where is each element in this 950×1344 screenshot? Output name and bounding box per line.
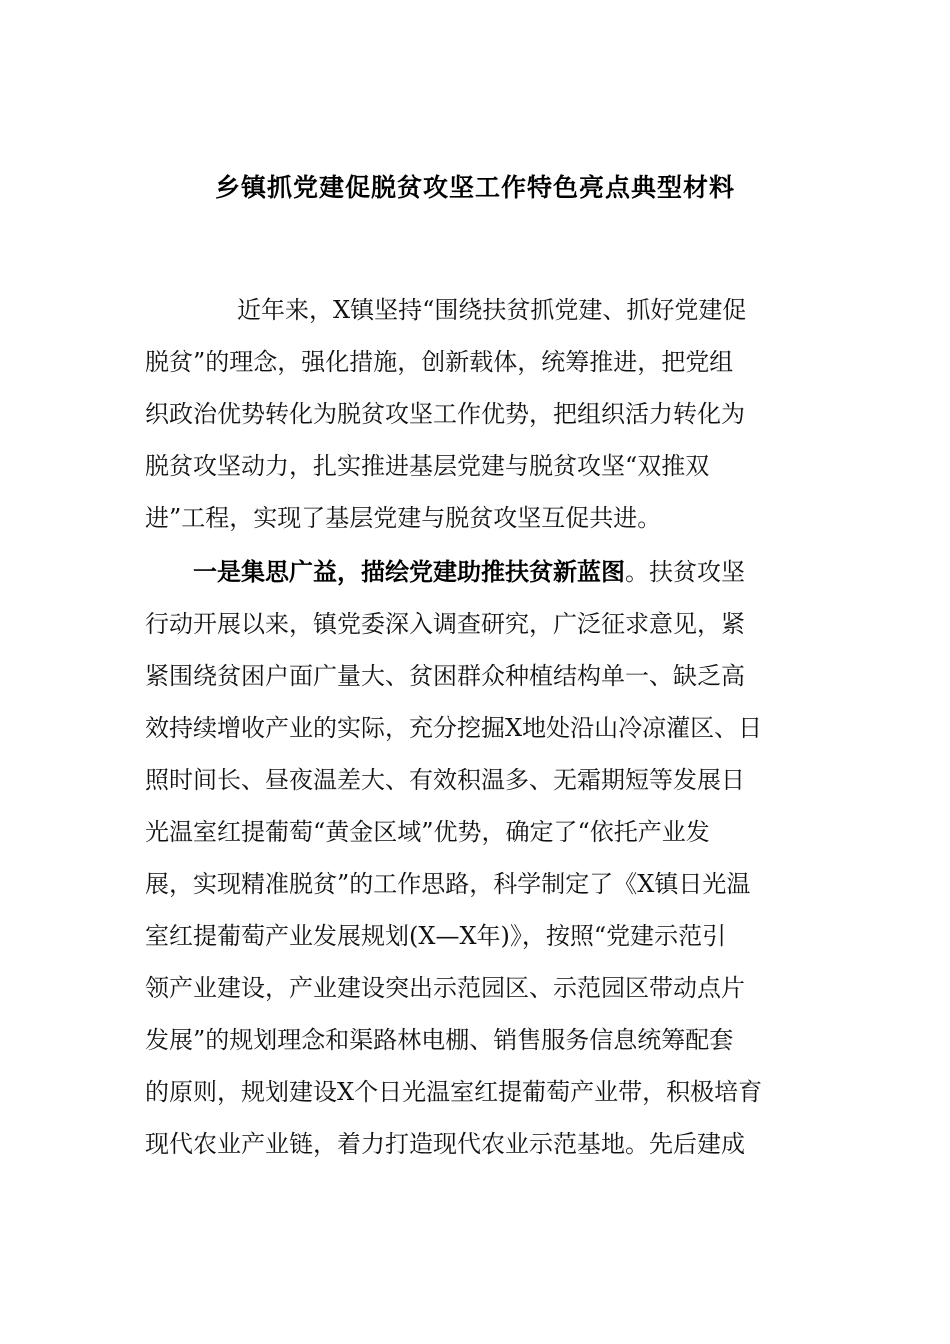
section-lead-heading: 一是集思广益，描绘党建助推扶贫新蓝图 <box>193 557 625 586</box>
text-line: 进”工程，实现了基层党建与脱贫攻坚互促共进。 <box>145 504 662 532</box>
text-line: 效持续增收产业的实际，充分挖掘X地处沿山冷凉灌区、日 <box>145 714 763 742</box>
text-line: 现代农业产业链，着力打造现代农业示范基地。先后建成 <box>145 1130 745 1158</box>
text-line: 照时间长、昼夜温差大、有效积温多、无霜期短等发展日 <box>145 766 745 794</box>
text-line: 紧围绕贫困户面广量大、贫困群众种植结构单一、缺乏高 <box>145 662 745 690</box>
text-line <box>145 546 815 598</box>
text-line: 近年来，X镇坚持“围绕扶贫抓党建、抓好党建促 <box>237 296 747 324</box>
text-line: 脱贫”的理念，强化措施，创新载体，统筹推进，把党组 <box>145 348 734 376</box>
paragraph-point-one <box>145 546 815 1170</box>
text-line: 脱贫攻坚动力，扎实推进基层党建与脱贫攻坚“双推双 <box>145 452 710 480</box>
text-line: 的原则，规划建设X个日光温室红提葡萄产业带，积极培育 <box>145 1078 763 1106</box>
text-line: 光温室红提葡萄“黄金区域”优势，确定了“依托产业发 <box>145 818 710 846</box>
text-line: 行动开展以来，镇党委深入调查研究，广泛征求意见，紧 <box>145 610 745 638</box>
paragraph-intro <box>145 284 815 544</box>
text-line: 织政治优势转化为脱贫攻坚工作优势，把组织活力转化为 <box>145 400 745 428</box>
text-segment: 。扶贫攻坚 <box>625 558 745 586</box>
text-line: 室红提葡萄产业发展规划(X—X年)》，按照“党建示范引 <box>145 922 727 950</box>
text-line: 展，实现精准脱贫”的工作思路，科学制定了《X镇日光温 <box>145 870 751 898</box>
text-line: 发展”的规划理念和渠路林电棚、销售服务信息统筹配套 <box>145 1026 734 1054</box>
document-title: 乡镇抓党建促脱贫攻坚工作特色亮点典型材料 <box>214 173 735 202</box>
text-line: 领产业建设，产业建设突出示范园区、示范园区带动点片 <box>145 974 745 1002</box>
